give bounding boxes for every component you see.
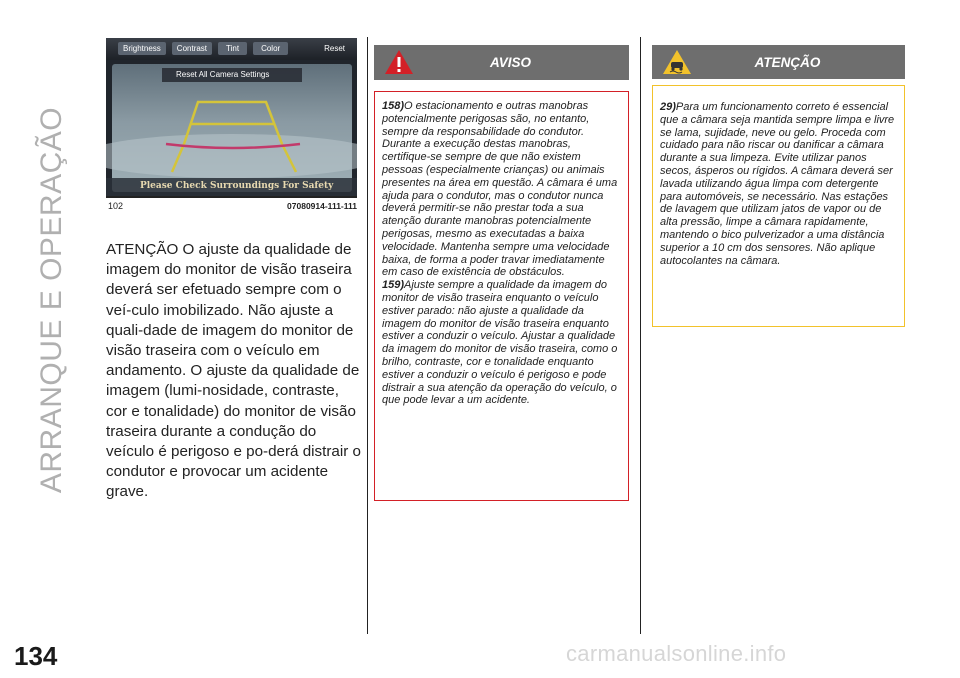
aviso-item-158 [382,100,622,279]
camera-ui-button-row [118,42,288,55]
atencao-item-29 [660,101,898,267]
column-divider-right [640,37,641,634]
reset-button: Reset [324,44,345,53]
figure-code: 07080914-111-111 [287,201,357,211]
body-paragraph: ATENÇÃO O ajuste da qualidade de imagem do monitor de visão traseira deverá ser efetuado sempre com o veí-culo imobilizado. Não ajuste a quali-dade de imagem do monitor de visão traseira com o veículo em andamento. O ajuste da qualidade de imagem (lumi-nosidade, contraste, cor e tonalidade) do monitor de visão traseira durante a condução do veículo é perigoso e po-derá distrair o condutor e provocar um acidente grave. [106,241,361,501]
aviso-item-text: Ajuste sempre a qualidade da imagem do monitor de visão traseira enquanto o veículo estiver parado: não ajuste a qualidade da imagem do monitor de visão traseira enquanto estiver a conduzir o veículo. Ajustar a qualidade da imagem do monitor de visão traseira, como o brilho, contraste, cor e tonalidade enquanto estiver a conduzir o veículo é perigoso e pode distrair a sua atenção da operação do veículo, o que pode levar a um acidente. [382,279,618,407]
aviso-notes [382,100,622,407]
color-button: Color [253,42,288,55]
atencao-item-number: 29) [660,101,676,113]
atencao-notes [660,101,898,267]
aviso-item-number: 159) [382,279,405,292]
figure-rule [106,196,357,198]
aviso-item-159 [382,279,622,407]
aviso-title: AVISO [489,55,531,70]
tint-button: Tint [218,42,247,55]
column-divider-left [367,37,368,634]
atencao-title: ATENÇÃO [754,55,821,70]
contrast-button: Contrast [172,42,212,55]
aviso-item-number: 158) [382,100,405,112]
safety-overlay-text: Please Check Surroundings For Safety [140,181,334,191]
page-number: 134 [14,641,58,671]
atencao-item-text: Para um funcionamento correto é essencial que a câmara seja mantida sempre limpa e livre se lama, sujidade, neve ou gelo. Proceda com cuidado para não riscar ou danificar a câmara durante a sua limpeza. Evite utilizar panos secos, ásperos ou rígidos. A câmara deverá ser lavada utilizando água limpa com detergente para automóveis, se necessário. Nas estações de lavagem que utilizam jatos de vapor ou de alta pressão, limpe a câmara rapidamente, mantendo o bico pulverizador a uma distância superior a 10 cm dos sensores. Não aplique autocolantes na câmara. [660,101,895,267]
watermark: carmanualsonline.info [566,641,787,666]
figure-number: 102 [108,201,124,211]
aviso-item-text: O estacionamento e outras manobras potencialmente perigosas são, no entanto, sempre da responsabilidade do condutor. Durante a execução destas manobras, certifique-se sempre de que não existem pessoas (especialmente crianças) ou animais presentes na área em questão. A câmara é uma ajuda para o condutor, mas o condutor nunca deverá permitir-se não prestar toda a sua atenção durante manobras potencialmente perigosas, mesmo as executadas a baixa velocidade. Mantenha sempre uma velocidade baixa, de forma a poder travar imediatamente em caso de existência de obstáculos. [382,100,618,279]
aviso-header [374,45,629,80]
brightness-button: Brightness [118,42,166,55]
reset-all-settings-button: Reset All Camera Settings [176,70,270,79]
section-title: ARRANQUE E OPERAÇÃO [35,106,68,494]
atencao-header [652,45,905,79]
rear-camera-screen-figure [106,38,357,196]
rear-camera-image [106,38,357,196]
